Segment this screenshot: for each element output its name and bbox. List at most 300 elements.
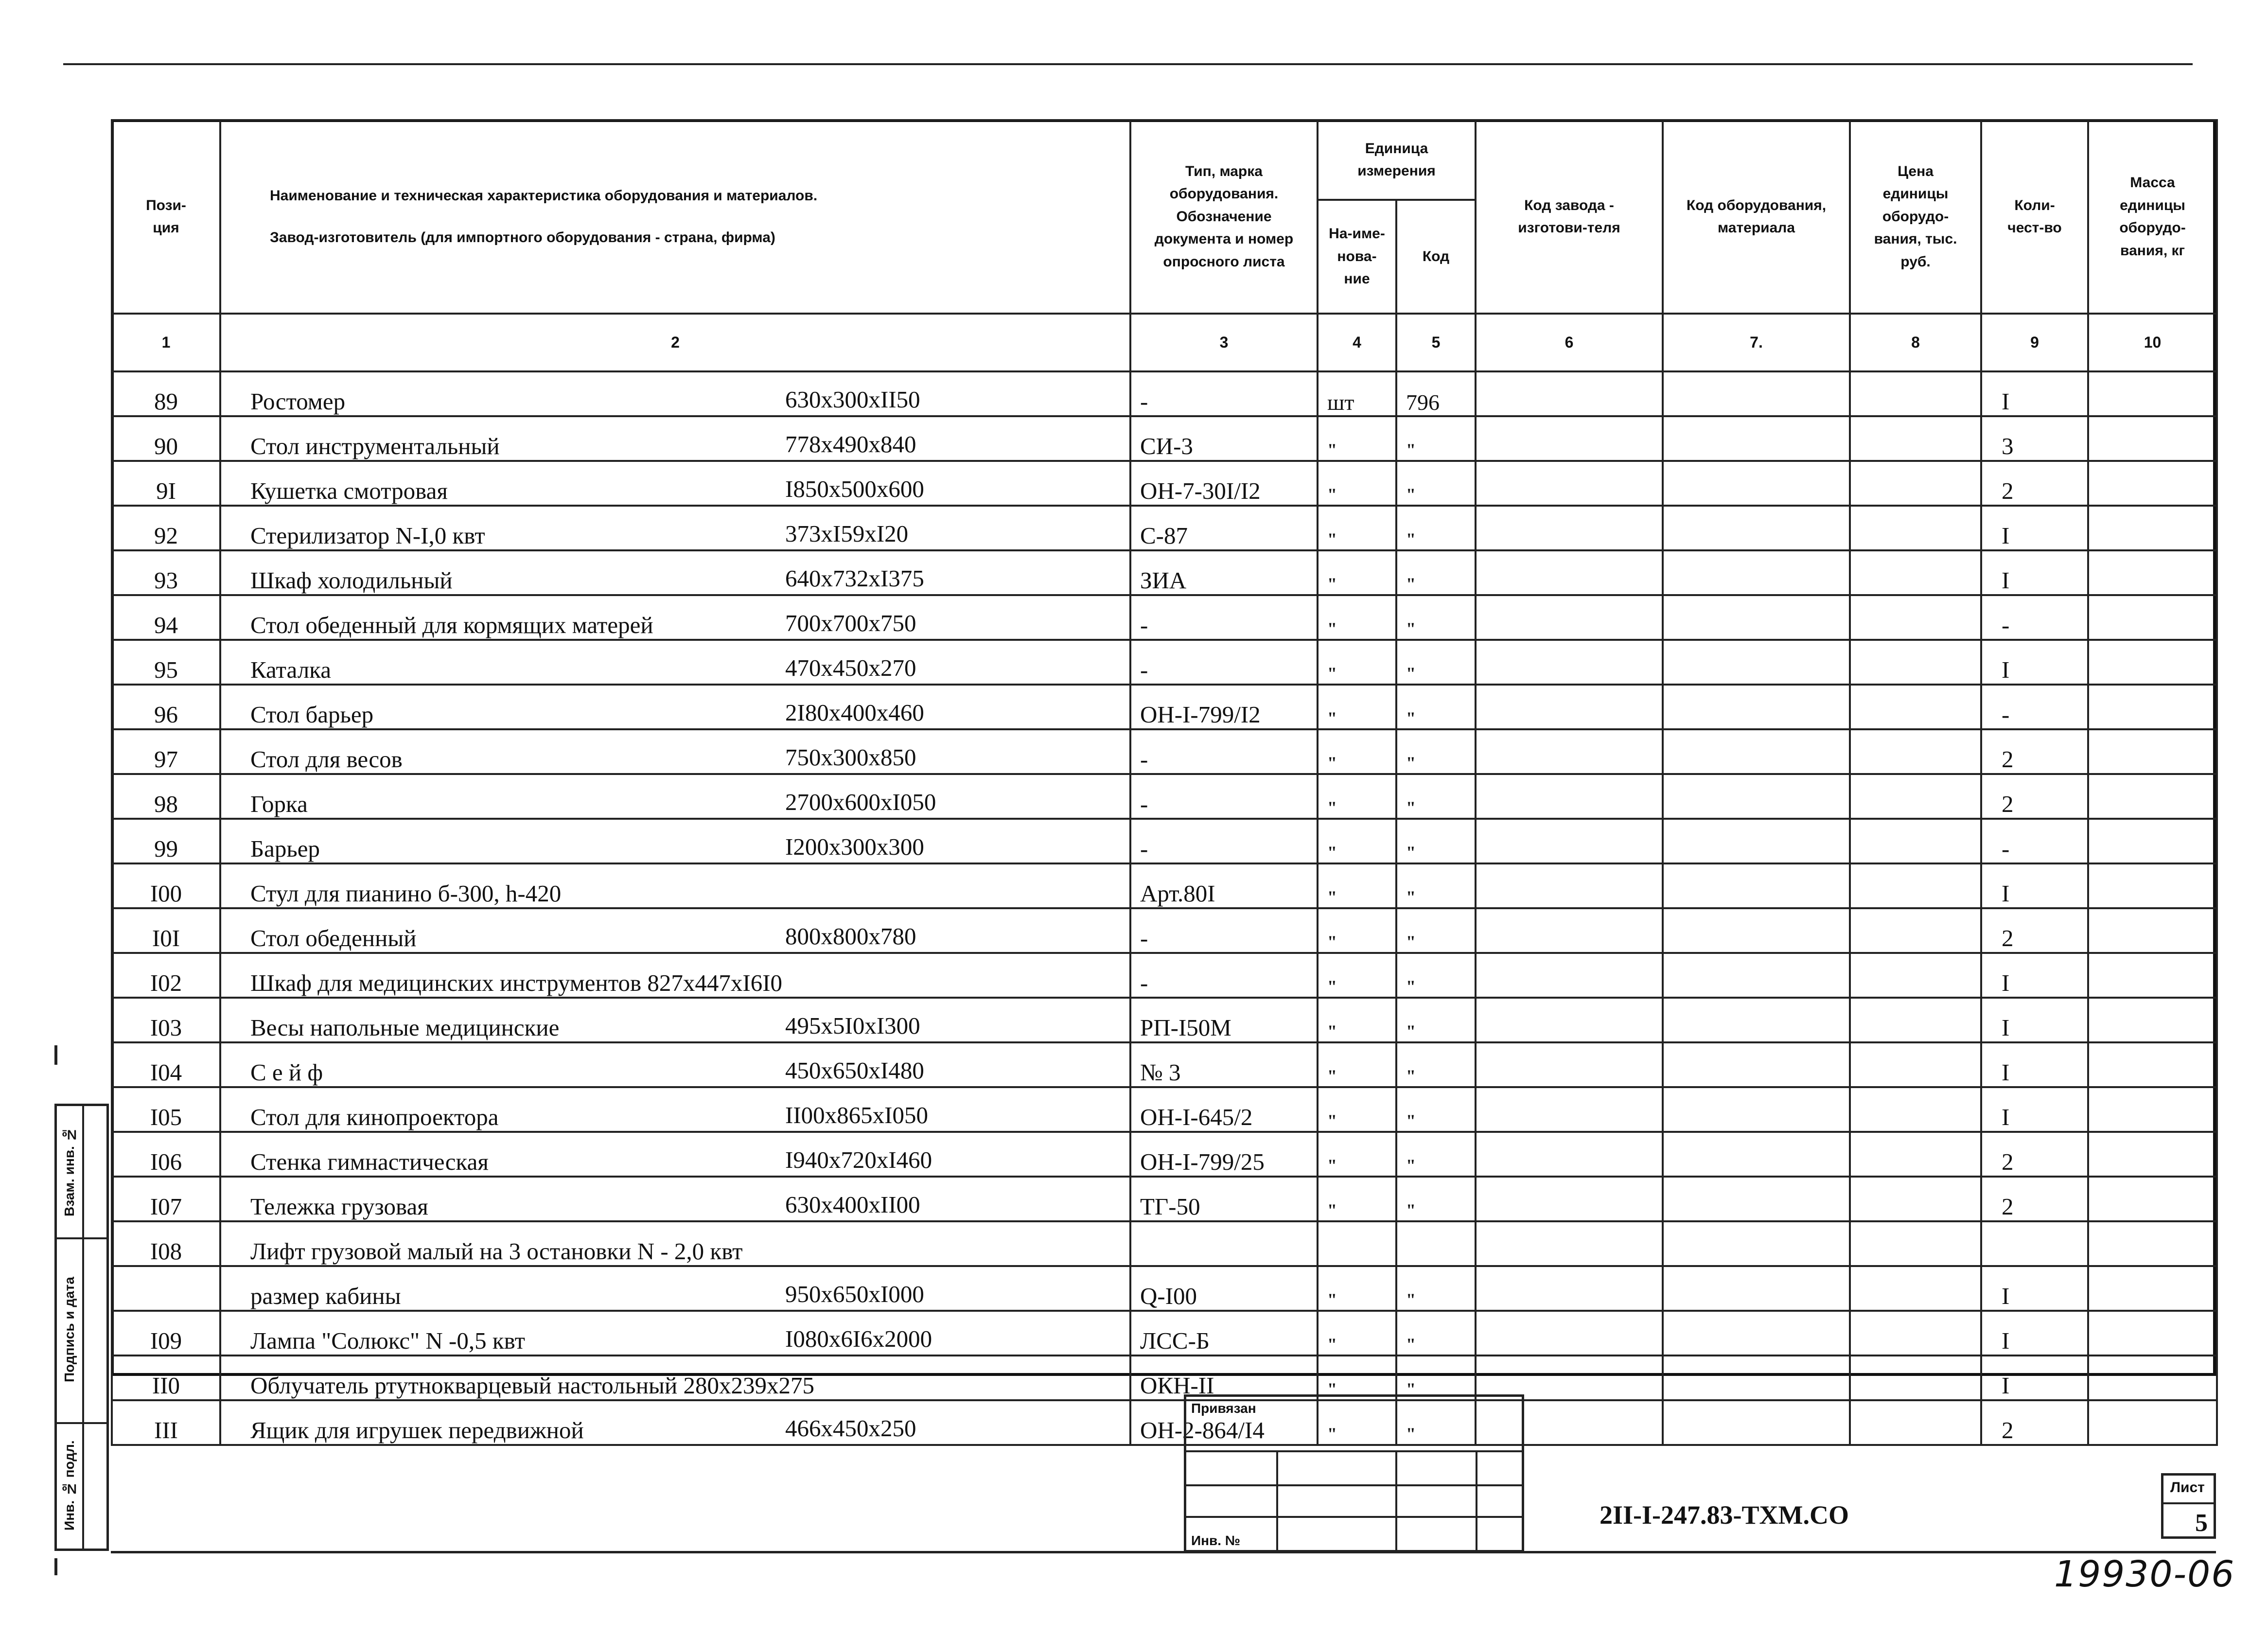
row-position: 95	[112, 640, 220, 685]
row-manufacturer-code	[1476, 416, 1663, 461]
row-equipment-code	[1663, 819, 1850, 863]
row-name: Кушетка смотровая	[250, 477, 448, 504]
row-price	[1850, 1311, 1981, 1355]
header-unit-code: Код	[1396, 200, 1476, 314]
row-position: 89	[112, 371, 220, 416]
row-position: 90	[112, 416, 220, 461]
row-name-cell	[220, 998, 1130, 1042]
header-position: Пози- ция	[112, 120, 220, 314]
row-mass	[2088, 506, 2217, 550]
row-mass	[2088, 863, 2217, 908]
row-quantity: -	[1981, 819, 2088, 863]
archive-serial: 19930-06	[2054, 1553, 2235, 1595]
row-quantity: I	[1981, 1087, 2088, 1132]
row-unit: "	[1318, 908, 1396, 953]
row-quantity: 2	[1981, 461, 2088, 506]
row-equipment-code	[1663, 506, 1850, 550]
row-name-cell	[220, 1355, 1130, 1400]
table-row	[112, 416, 2217, 461]
row-name-cell	[220, 640, 1130, 685]
row-type: Арт.80I	[1130, 863, 1318, 908]
row-manufacturer-code	[1476, 863, 1663, 908]
row-manufacturer-code	[1476, 819, 1663, 863]
table-row	[112, 1266, 2217, 1311]
row-unit: "	[1318, 1087, 1396, 1132]
row-dimensions: 2I80х400х460	[785, 699, 924, 726]
row-name-cell	[220, 595, 1130, 640]
row-unit-code: "	[1396, 1311, 1476, 1355]
row-position: 93	[112, 550, 220, 595]
row-name-cell	[220, 1087, 1130, 1132]
table-row	[112, 1355, 2217, 1400]
row-name: Стол для кинопроектора	[250, 1104, 499, 1130]
row-name: Лампа "Солюкс" N -0,5 квт	[250, 1327, 525, 1354]
row-dimensions: II00х865хI050	[785, 1102, 928, 1128]
col-number: 1	[112, 314, 220, 371]
row-unit-code: "	[1396, 1266, 1476, 1311]
row-position: I07	[112, 1177, 220, 1221]
row-type: ОН-7-30I/I2	[1130, 461, 1318, 506]
row-position	[112, 1266, 220, 1311]
col-number: 6	[1476, 314, 1663, 371]
row-dimensions: 2700х600хI050	[785, 789, 936, 815]
row-unit: "	[1318, 506, 1396, 550]
row-manufacturer-code	[1476, 998, 1663, 1042]
row-equipment-code	[1663, 998, 1850, 1042]
row-quantity: I	[1981, 550, 2088, 595]
row-quantity: I	[1981, 371, 2088, 416]
row-unit: "	[1318, 461, 1396, 506]
row-dimensions: 640х732хI375	[785, 565, 924, 592]
margin-mark	[54, 1558, 57, 1575]
row-position: 98	[112, 774, 220, 819]
stamp-bound-label: Привязан	[1191, 1401, 1256, 1416]
row-dimensions: 470х450х270	[785, 654, 916, 681]
table-row	[112, 819, 2217, 863]
row-name: Стул для пианино б-300, h-420	[250, 880, 562, 907]
row-name-cell	[220, 774, 1130, 819]
row-unit-code: "	[1396, 685, 1476, 729]
row-name-cell	[220, 371, 1130, 416]
row-quantity: I	[1981, 640, 2088, 685]
row-name: Каталка	[250, 656, 331, 683]
row-name: Стол обеденный	[250, 925, 417, 951]
row-price	[1850, 1177, 1981, 1221]
table-row	[112, 1311, 2217, 1355]
row-quantity: 2	[1981, 774, 2088, 819]
row-dimensions: I200х300х300	[785, 833, 924, 860]
row-manufacturer-code	[1476, 1355, 1663, 1400]
row-type: -	[1130, 819, 1318, 863]
row-equipment-code	[1663, 1042, 1850, 1087]
row-unit	[1318, 1221, 1396, 1266]
row-quantity: I	[1981, 953, 2088, 998]
header-name-line2: Завод-изготовитель (для импортного оборудования - страна, фирма)	[270, 229, 775, 246]
row-quantity: 2	[1981, 1177, 2088, 1221]
row-unit: "	[1318, 953, 1396, 998]
col-number: 7.	[1663, 314, 1850, 371]
row-dimensions: 495х5I0хI300	[785, 1012, 920, 1039]
row-position: I08	[112, 1221, 220, 1266]
table-row	[112, 1132, 2217, 1177]
row-name-cell	[220, 953, 1130, 998]
row-price	[1850, 998, 1981, 1042]
row-mass	[2088, 1087, 2217, 1132]
row-quantity: 2	[1981, 729, 2088, 774]
row-name-cell	[220, 908, 1130, 953]
row-unit: "	[1318, 1042, 1396, 1087]
row-unit: "	[1318, 1355, 1396, 1400]
row-unit: "	[1318, 819, 1396, 863]
col-number: 9	[1981, 314, 2088, 371]
row-unit: "	[1318, 685, 1396, 729]
row-mass	[2088, 1400, 2217, 1445]
row-quantity: I	[1981, 1311, 2088, 1355]
row-type	[1130, 1221, 1318, 1266]
row-equipment-code	[1663, 1311, 1850, 1355]
row-price	[1850, 908, 1981, 953]
row-type: -	[1130, 371, 1318, 416]
row-unit: "	[1318, 550, 1396, 595]
row-manufacturer-code	[1476, 908, 1663, 953]
row-name: Стол для весов	[250, 746, 403, 773]
row-name: Стол барьер	[250, 701, 374, 728]
row-mass	[2088, 640, 2217, 685]
header-unit-mass: Масса единицы оборудо-вания, кг	[2088, 120, 2217, 314]
row-price	[1850, 595, 1981, 640]
row-mass	[2088, 1132, 2217, 1177]
row-position: I0I	[112, 908, 220, 953]
row-quantity: I	[1981, 998, 2088, 1042]
row-price	[1850, 1266, 1981, 1311]
row-name: Стерилизатор N-I,0 квт	[250, 522, 485, 549]
row-name: Шкаф для медицинских инструментов 827х447хI6I0	[250, 969, 783, 996]
row-price	[1850, 1087, 1981, 1132]
row-manufacturer-code	[1476, 1177, 1663, 1221]
row-position: I03	[112, 998, 220, 1042]
row-quantity: 2	[1981, 908, 2088, 953]
row-unit-code: "	[1396, 863, 1476, 908]
row-unit-code: "	[1396, 819, 1476, 863]
row-unit-code: "	[1396, 416, 1476, 461]
col-number: 3	[1130, 314, 1318, 371]
row-name: Барьер	[250, 835, 320, 862]
row-position: 94	[112, 595, 220, 640]
row-manufacturer-code	[1476, 1311, 1663, 1355]
row-price	[1850, 863, 1981, 908]
row-unit-code: "	[1396, 595, 1476, 640]
row-price	[1850, 640, 1981, 685]
row-type: ОН-I-799/I2	[1130, 685, 1318, 729]
row-name: Ростомер	[250, 388, 346, 415]
stamp-inv-label: Инв. №	[1191, 1533, 1241, 1548]
row-price	[1850, 819, 1981, 863]
row-name: Тележка грузовая	[250, 1193, 428, 1220]
row-name: Весы напольные медицинские	[250, 1014, 560, 1041]
row-quantity	[1981, 1221, 2088, 1266]
row-type: СИ-3	[1130, 416, 1318, 461]
row-name-cell	[220, 1042, 1130, 1087]
row-unit-code: "	[1396, 1042, 1476, 1087]
row-manufacturer-code	[1476, 1221, 1663, 1266]
row-equipment-code	[1663, 595, 1850, 640]
row-quantity: 3	[1981, 416, 2088, 461]
row-name-cell	[220, 729, 1130, 774]
row-equipment-code	[1663, 1355, 1850, 1400]
row-position: 99	[112, 819, 220, 863]
row-type: РП-I50М	[1130, 998, 1318, 1042]
row-mass	[2088, 953, 2217, 998]
row-name-cell	[220, 863, 1130, 908]
sidebar-replace-inv: Взам. инв. №	[62, 1127, 77, 1216]
row-equipment-code	[1663, 729, 1850, 774]
row-unit: "	[1318, 1400, 1396, 1445]
col-number: 2	[220, 314, 1130, 371]
row-equipment-code	[1663, 1221, 1850, 1266]
row-name: Облучатель ртутнокварцевый настольный 280х239х275	[250, 1372, 814, 1399]
row-unit-code: "	[1396, 550, 1476, 595]
table-row	[112, 506, 2217, 550]
row-mass	[2088, 819, 2217, 863]
row-type: -	[1130, 908, 1318, 953]
row-mass	[2088, 461, 2217, 506]
row-unit-code: "	[1396, 998, 1476, 1042]
col-number: 5	[1396, 314, 1476, 371]
row-equipment-code	[1663, 461, 1850, 506]
row-price	[1850, 506, 1981, 550]
col-number: 10	[2088, 314, 2217, 371]
row-unit: "	[1318, 416, 1396, 461]
row-unit-code: "	[1396, 506, 1476, 550]
row-dimensions: I940х720хI460	[785, 1146, 932, 1173]
table-row	[112, 1042, 2217, 1087]
row-manufacturer-code	[1476, 595, 1663, 640]
row-position: I05	[112, 1087, 220, 1132]
row-unit-code: "	[1396, 640, 1476, 685]
approval-sidebar	[54, 1104, 109, 1551]
row-type: -	[1130, 729, 1318, 774]
row-name: Стенка гимнастическая	[250, 1148, 489, 1175]
row-type: -	[1130, 774, 1318, 819]
row-position: I06	[112, 1132, 220, 1177]
row-manufacturer-code	[1476, 1087, 1663, 1132]
row-manufacturer-code	[1476, 953, 1663, 998]
row-unit: "	[1318, 1177, 1396, 1221]
row-price	[1850, 729, 1981, 774]
row-name-cell	[220, 685, 1130, 729]
row-unit: "	[1318, 774, 1396, 819]
col-number: 8	[1850, 314, 1981, 371]
row-type: ОКН-II	[1130, 1355, 1318, 1400]
row-unit-code: "	[1396, 1132, 1476, 1177]
row-name: С е й ф	[250, 1059, 323, 1086]
table-row	[112, 998, 2217, 1042]
header-quantity: Коли-чест-во	[1981, 120, 2088, 314]
row-type: № 3	[1130, 1042, 1318, 1087]
row-price	[1850, 461, 1981, 506]
row-quantity: 2	[1981, 1400, 2088, 1445]
row-unit-code: "	[1396, 953, 1476, 998]
col-number: 4	[1318, 314, 1396, 371]
row-mass	[2088, 908, 2217, 953]
row-price	[1850, 774, 1981, 819]
row-mass	[2088, 595, 2217, 640]
row-position: I09	[112, 1311, 220, 1355]
row-type: ОН-2-864/I4	[1130, 1400, 1318, 1445]
row-name-cell	[220, 550, 1130, 595]
table-row	[112, 1400, 2217, 1445]
row-unit-code: "	[1396, 1177, 1476, 1221]
table-row	[112, 595, 2217, 640]
row-mass	[2088, 1221, 2217, 1266]
row-mass	[2088, 550, 2217, 595]
row-manufacturer-code	[1476, 1266, 1663, 1311]
row-price	[1850, 953, 1981, 998]
row-manufacturer-code	[1476, 685, 1663, 729]
row-position: I00	[112, 863, 220, 908]
row-position: II0	[112, 1355, 220, 1400]
row-unit: шт	[1318, 371, 1396, 416]
table-row	[112, 1087, 2217, 1132]
row-equipment-code	[1663, 774, 1850, 819]
row-position: 96	[112, 685, 220, 729]
row-name: Горка	[250, 791, 308, 817]
row-manufacturer-code	[1476, 774, 1663, 819]
row-position: 9I	[112, 461, 220, 506]
row-name-cell	[220, 461, 1130, 506]
row-position: 92	[112, 506, 220, 550]
row-price	[1850, 1355, 1981, 1400]
row-mass	[2088, 729, 2217, 774]
row-unit: "	[1318, 595, 1396, 640]
table-row	[112, 371, 2217, 416]
row-unit: "	[1318, 640, 1396, 685]
row-mass	[2088, 1266, 2217, 1311]
row-type: -	[1130, 595, 1318, 640]
row-name-cell	[220, 819, 1130, 863]
row-name-cell	[220, 1177, 1130, 1221]
table-row	[112, 550, 2217, 595]
row-type: ЗИА	[1130, 550, 1318, 595]
row-type: С-87	[1130, 506, 1318, 550]
specification-table	[111, 119, 2218, 1446]
row-name-cell	[220, 506, 1130, 550]
row-name-cell	[220, 1132, 1130, 1177]
row-manufacturer-code	[1476, 729, 1663, 774]
row-price	[1850, 416, 1981, 461]
row-unit: "	[1318, 1266, 1396, 1311]
row-price	[1850, 1221, 1981, 1266]
row-manufacturer-code	[1476, 1132, 1663, 1177]
table-body	[112, 371, 2217, 1445]
row-name: Стол инструментальный	[250, 433, 500, 459]
row-quantity: I	[1981, 1042, 2088, 1087]
table-row	[112, 953, 2217, 998]
row-equipment-code	[1663, 685, 1850, 729]
row-unit-code	[1396, 1221, 1476, 1266]
row-equipment-code	[1663, 1266, 1850, 1311]
table-row	[112, 640, 2217, 685]
table-row	[112, 908, 2217, 953]
row-equipment-code	[1663, 416, 1850, 461]
row-name-cell	[220, 1266, 1130, 1311]
row-manufacturer-code	[1476, 506, 1663, 550]
row-mass	[2088, 1177, 2217, 1221]
header-unit-group: Единица измерения	[1318, 120, 1476, 200]
top-rule	[63, 63, 2193, 65]
row-dimensions: 466х450х250	[785, 1415, 916, 1442]
header-name	[220, 120, 1130, 314]
row-unit: "	[1318, 998, 1396, 1042]
table-row	[112, 1177, 2217, 1221]
row-name-cell	[220, 1311, 1130, 1355]
header-manufacturer-code: Код завода - изготови-теля	[1476, 120, 1663, 314]
row-manufacturer-code	[1476, 640, 1663, 685]
row-manufacturer-code	[1476, 461, 1663, 506]
row-price	[1850, 371, 1981, 416]
row-name: Ящик для игрушек передвижной	[250, 1417, 584, 1443]
row-position: I04	[112, 1042, 220, 1087]
row-name: Стол обеденный для кормящих матерей	[250, 612, 653, 638]
row-type: ОН-I-645/2	[1130, 1087, 1318, 1132]
row-equipment-code	[1663, 371, 1850, 416]
row-type: ЛСС-Б	[1130, 1311, 1318, 1355]
row-unit-code: "	[1396, 1400, 1476, 1445]
row-equipment-code	[1663, 1177, 1850, 1221]
sheet-number: 5	[2195, 1509, 2208, 1537]
row-mass	[2088, 998, 2217, 1042]
sidebar-original-inv: Инв. № подл.	[62, 1440, 77, 1531]
row-unit-code: 796	[1396, 371, 1476, 416]
row-mass	[2088, 416, 2217, 461]
row-dimensions: 950х650хI000	[785, 1281, 924, 1307]
row-type: -	[1130, 640, 1318, 685]
row-dimensions: 800х800х780	[785, 923, 916, 950]
row-price	[1850, 1132, 1981, 1177]
header-name-line1: Наименование и техническая характеристика оборудования и материалов.	[270, 187, 818, 204]
row-mass	[2088, 371, 2217, 416]
row-equipment-code	[1663, 863, 1850, 908]
table-row	[112, 774, 2217, 819]
row-unit-code: "	[1396, 461, 1476, 506]
row-dimensions: 700х700х750	[785, 610, 916, 636]
row-dimensions: 778х490х840	[785, 431, 916, 458]
row-unit-code: "	[1396, 729, 1476, 774]
row-dimensions: 450х650хI480	[785, 1057, 924, 1084]
row-name-cell	[220, 1221, 1130, 1266]
row-quantity: I	[1981, 863, 2088, 908]
row-equipment-code	[1663, 1400, 1850, 1445]
sheet-box	[2161, 1473, 2216, 1539]
row-type: ОН-I-799/25	[1130, 1132, 1318, 1177]
row-quantity: 2	[1981, 1132, 2088, 1177]
row-equipment-code	[1663, 1087, 1850, 1132]
table-row	[112, 1221, 2217, 1266]
table-row	[112, 461, 2217, 506]
row-type: ТГ-50	[1130, 1177, 1318, 1221]
row-mass	[2088, 1042, 2217, 1087]
row-unit: "	[1318, 729, 1396, 774]
row-dimensions: I080х6I6х2000	[785, 1325, 932, 1352]
row-mass	[2088, 774, 2217, 819]
header-type: Тип, марка оборудования. Обозначение документа и номер опросного листа	[1130, 120, 1318, 314]
row-position: III	[112, 1400, 220, 1445]
row-unit-code: "	[1396, 1087, 1476, 1132]
row-dimensions: 750х300х850	[785, 744, 916, 771]
row-price	[1850, 550, 1981, 595]
table-row	[112, 863, 2217, 908]
row-name: Лифт грузовой малый на 3 остановки N - 2,0 квт	[250, 1238, 743, 1265]
